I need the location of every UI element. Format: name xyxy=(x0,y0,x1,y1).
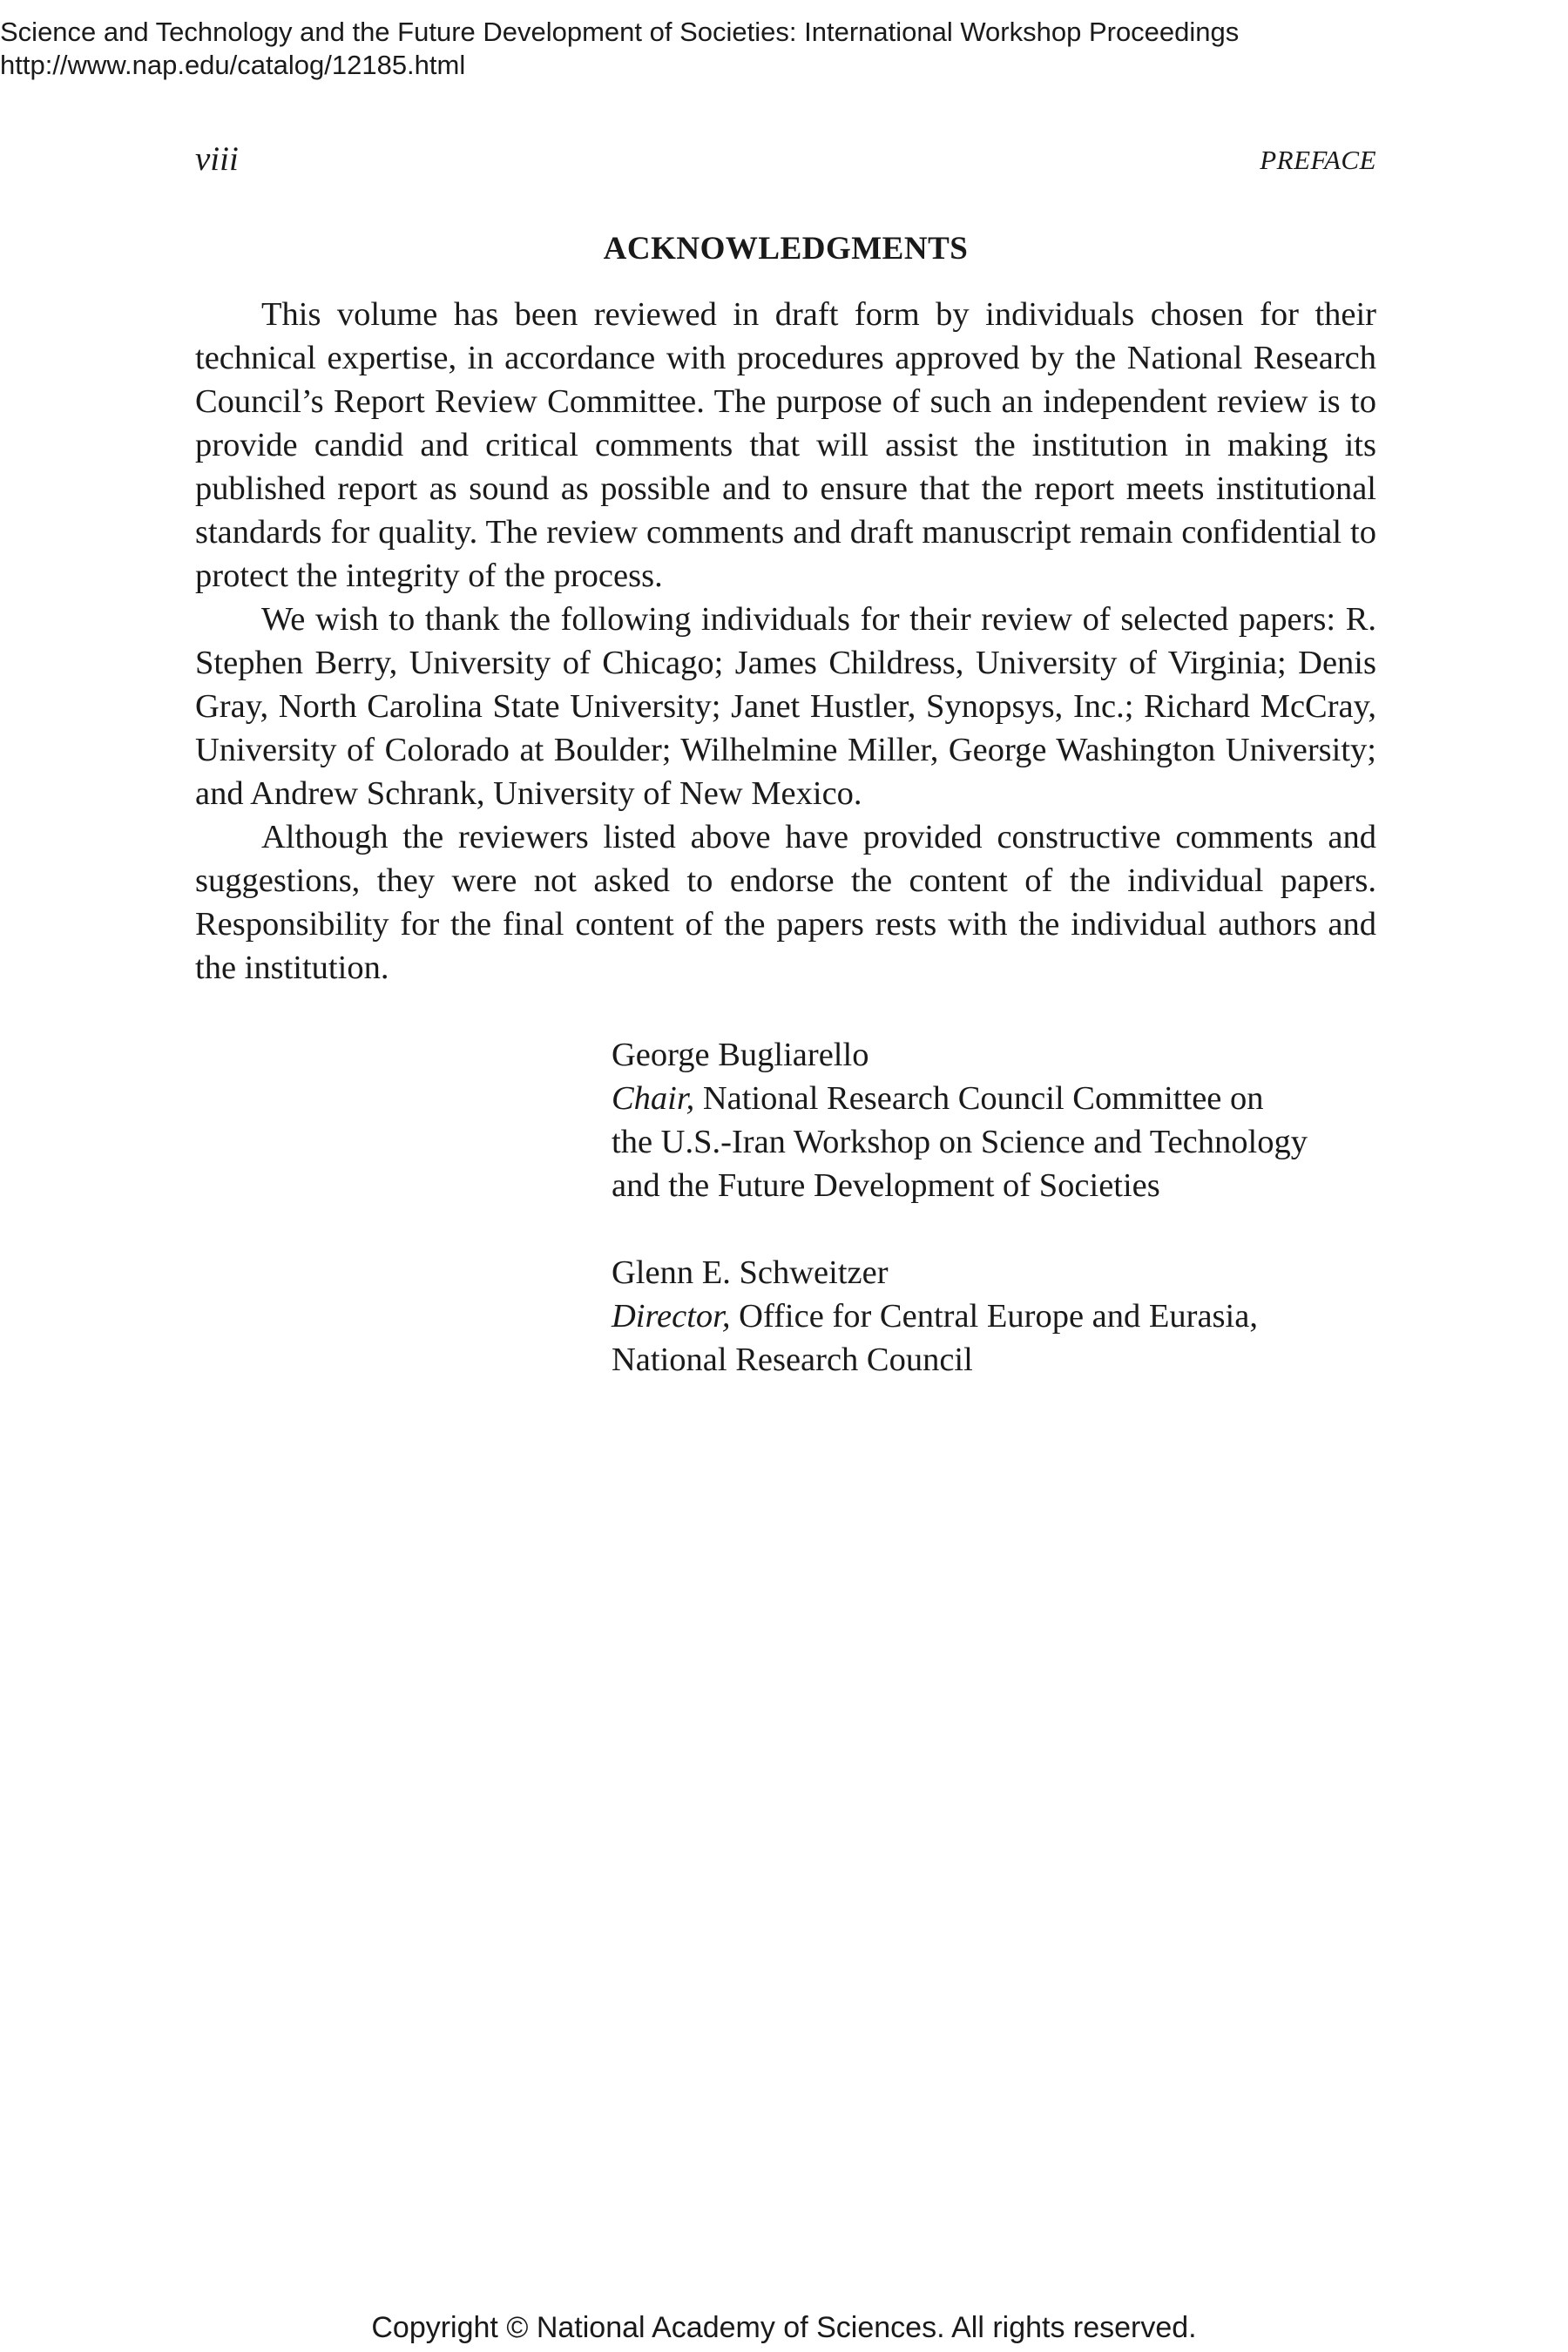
signature-block xyxy=(612,1033,1378,1207)
section-heading: ACKNOWLEDGMENTS xyxy=(603,231,969,267)
page-number: viii xyxy=(195,140,239,178)
running-head xyxy=(195,138,1376,181)
signatory-title-line xyxy=(612,1294,1378,1338)
copyright-footer: Copyright © National Academy of Sciences. All rights reserved. xyxy=(371,2311,1197,2344)
signatory-name: Glenn E. Schweitzer xyxy=(612,1254,889,1291)
signatory-affiliation: and the Future Development of Societies xyxy=(612,1167,1160,1204)
document-url[interactable]: http://www.nap.edu/catalog/12185.html xyxy=(0,50,466,80)
paragraph-reviewers: We wish to thank the following individuals for their review of selected papers: R. Stephen Berry, University of Chicago; James Childress, University of Virginia; Denis Gray, North Carolina State University; Janet Hustler, Synopsys, Inc.; Richard McCray, University of Colorado at Boulder; Wilhelmine Miller, George Washington University; and Andrew Schrank, University of New Mexico. xyxy=(195,601,1376,812)
document-title: Science and Technology and the Future Development of Societies: International Workshop Proceedings xyxy=(0,17,1240,47)
section-head: PREFACE xyxy=(1260,145,1376,175)
signatory-affiliation: the U.S.-Iran Workshop on Science and Technology xyxy=(612,1124,1308,1160)
signatory-affiliation: National Research Council xyxy=(612,1342,973,1378)
signatory-name: George Bugliarello xyxy=(612,1037,869,1073)
paragraph-responsibility: Although the reviewers listed above have provided constructive comments and suggestions, they were not asked to endorse the content of the individual papers. Responsibility for the final content of the papers rests with the individual authors and the institution. xyxy=(195,819,1376,986)
signatory-affiliation: Office for Central Europe and Eurasia, xyxy=(739,1298,1258,1335)
signatory-role: Director, xyxy=(612,1298,731,1335)
paragraph-review-process: This volume has been reviewed in draft form by individuals chosen for their technical expertise, in accordance with procedures approved by the National Research Council’s Report Review Committee. The purpose of such an independent review is to provide candid and critical comments that will assist the institution in making its published report as sound as possible and to ensure that the report meets institutional standards for quality. The review comments and draft manuscript remain confidential to protect the integrity of the process. xyxy=(195,296,1376,594)
acknowledgments-body xyxy=(195,293,1376,990)
signature-block xyxy=(612,1251,1378,1382)
signatory-title-line xyxy=(612,1077,1378,1120)
web-header xyxy=(0,16,1551,82)
signatory-role: Chair, xyxy=(612,1080,695,1117)
signatures xyxy=(612,1033,1378,1425)
signatory-affiliation: National Research Council Committee on xyxy=(702,1080,1264,1117)
